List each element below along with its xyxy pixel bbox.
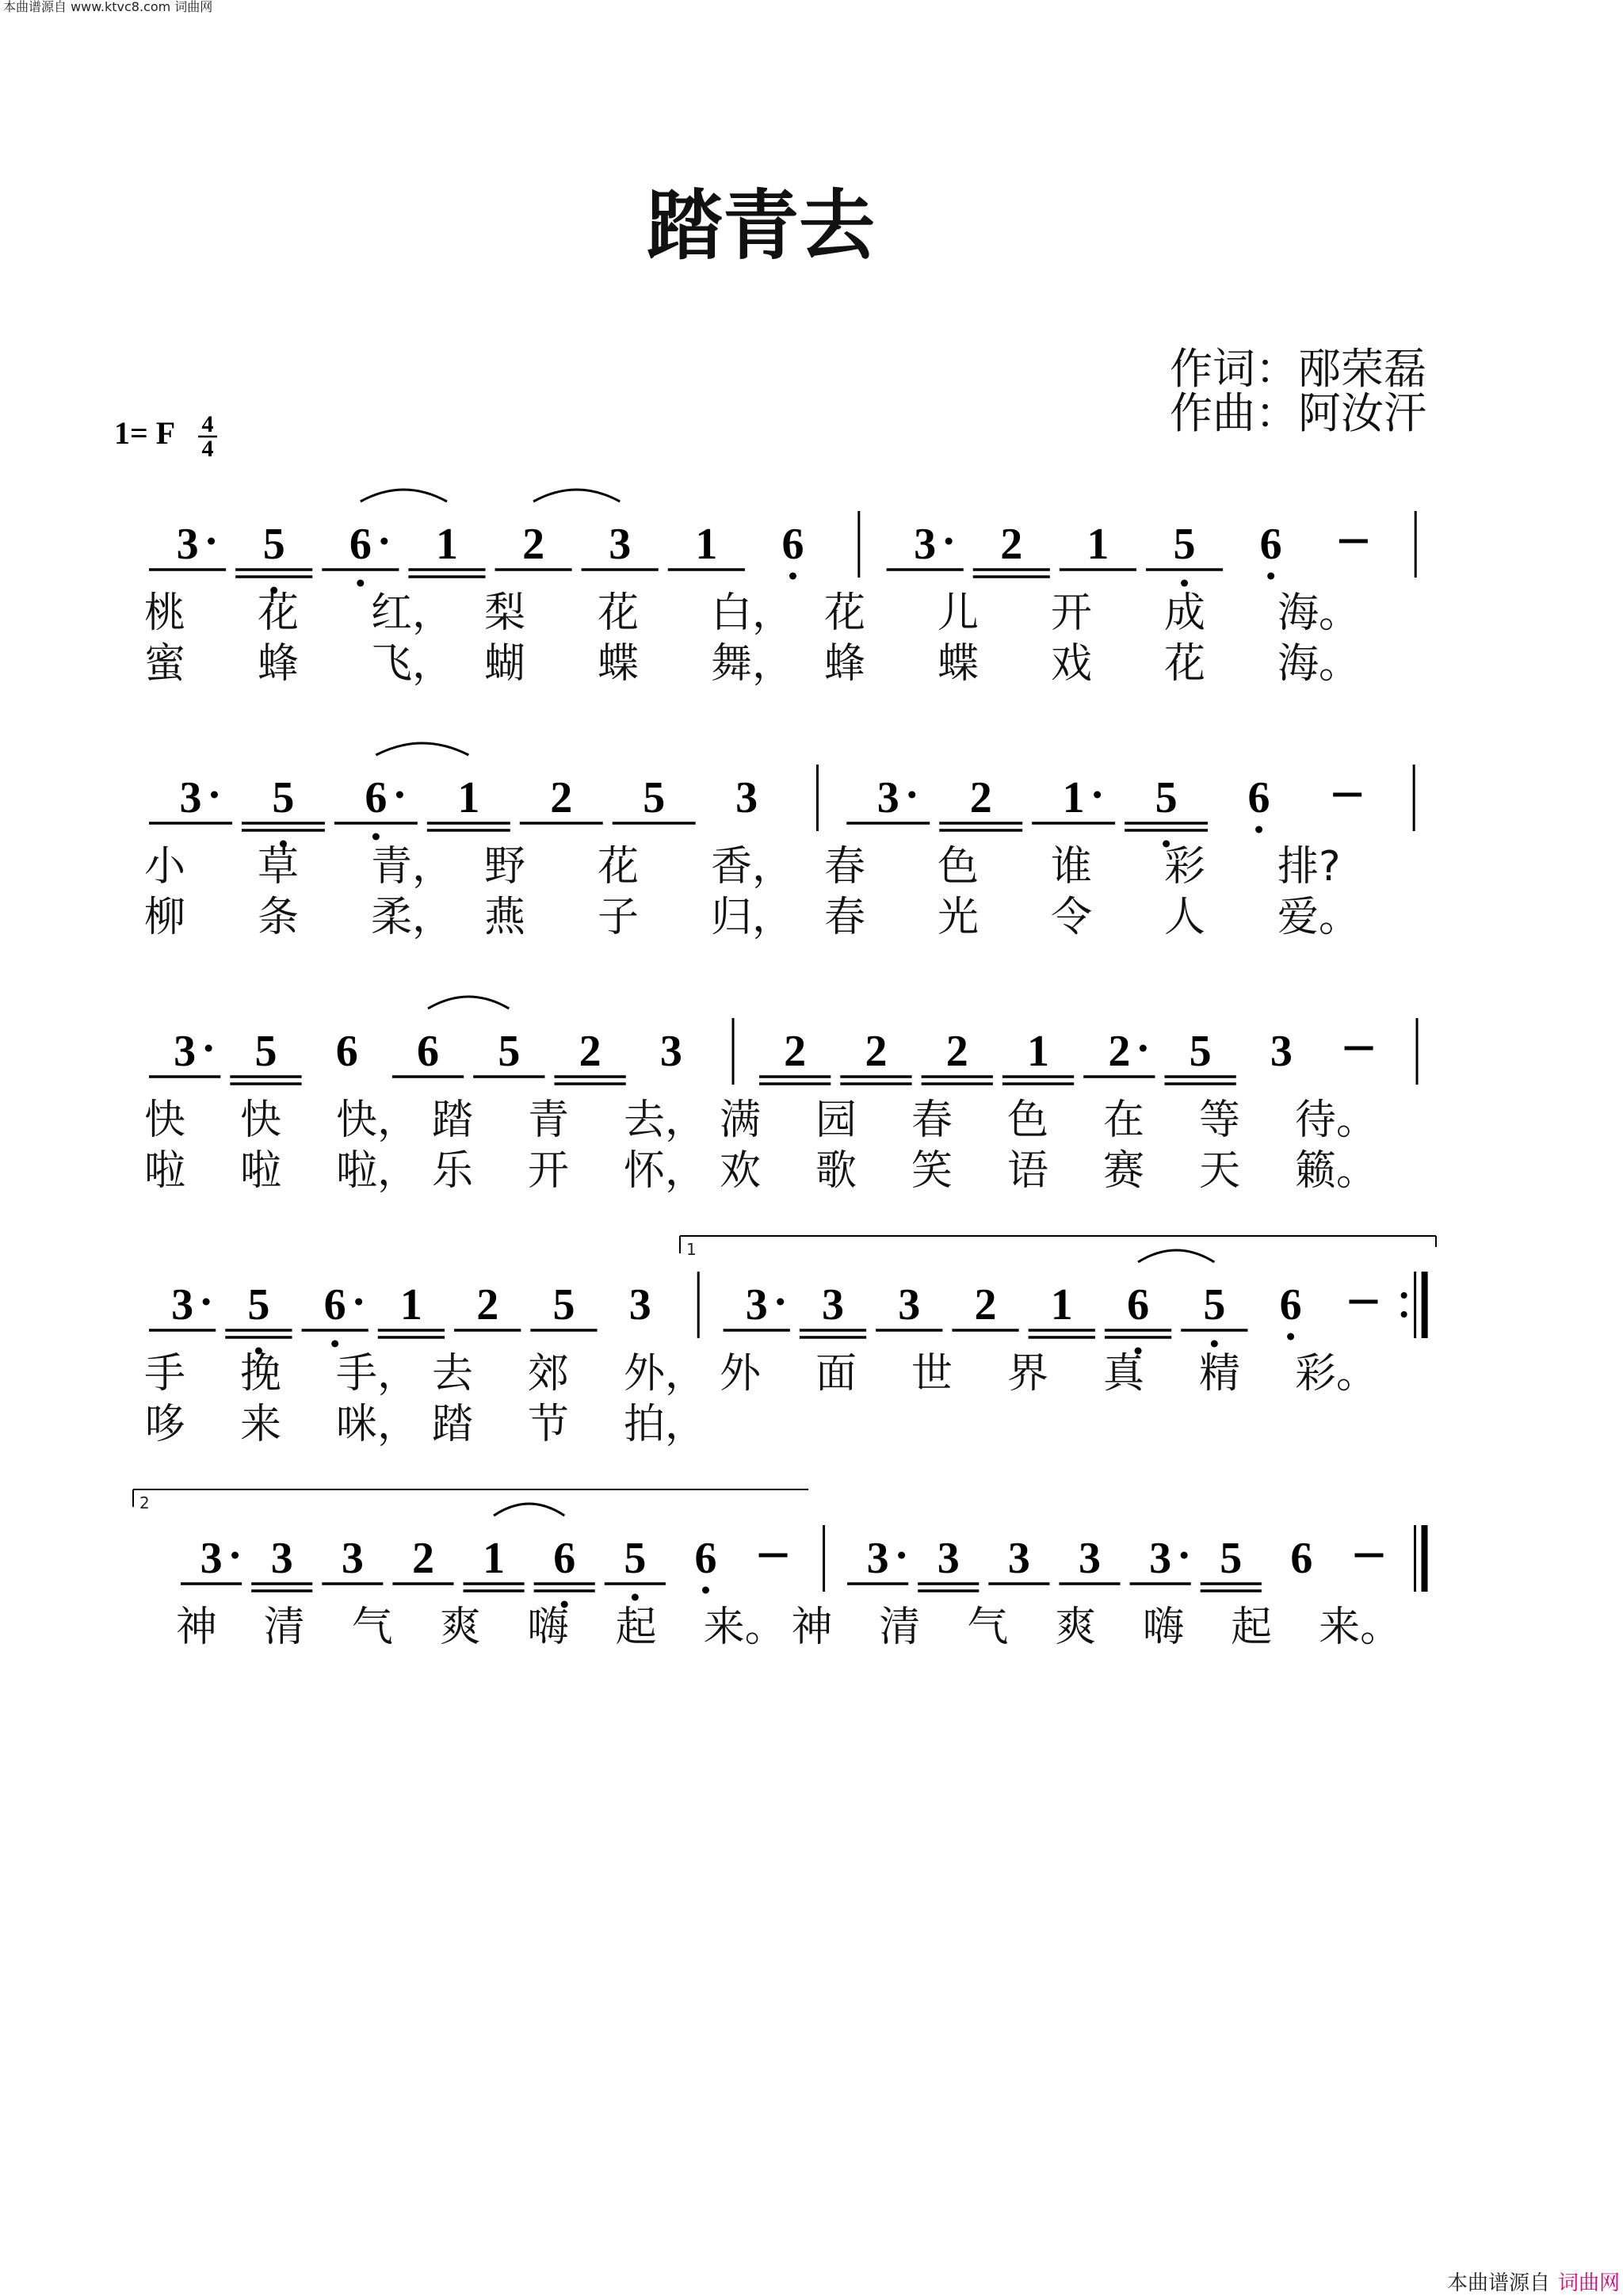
lyric-syllable: 外	[720, 1350, 762, 1398]
lyric-syllable: 色	[938, 843, 980, 891]
note-digit: 3	[659, 1027, 682, 1076]
footer-site-name: 词曲网	[1558, 2271, 1621, 2295]
lower-octave-dot	[1255, 826, 1262, 833]
lyric-syllable: 花	[1164, 640, 1206, 688]
tie-slur	[1138, 1250, 1214, 1262]
lyric-syllable: 成	[1164, 589, 1206, 637]
lyric-syllable: 红，	[371, 589, 454, 637]
composer-credit: 作曲：阿汝汗	[1170, 388, 1426, 438]
note-digit: 2	[411, 1534, 434, 1583]
lyric-syllable: 青，	[371, 843, 454, 891]
source-watermark-top: 本曲谱源自 www.ktvc8.com 词曲网	[3, 0, 213, 14]
lyric-syllable: 来。	[703, 1604, 786, 1651]
lyric-syllable: 花	[598, 589, 640, 637]
lyric-syllable: 柳	[144, 894, 186, 941]
note-digit: 2	[1108, 1027, 1131, 1076]
lower-octave-dot	[357, 580, 364, 587]
lower-octave-dot	[1267, 573, 1274, 580]
lyric-syllable: 草	[258, 843, 300, 891]
duration-dot	[355, 1299, 362, 1306]
lyric-syllable: 小	[144, 843, 186, 891]
note-digit: 1	[435, 520, 458, 569]
note-digit: 3	[898, 1280, 921, 1329]
note-digit: 3	[937, 1534, 960, 1583]
note-digit: 6	[553, 1534, 576, 1583]
note-digit: 3	[609, 520, 632, 569]
note-digit: 3	[822, 1280, 845, 1329]
duration-dot	[231, 1552, 239, 1559]
lower-octave-dot	[1211, 1341, 1218, 1348]
lyric-syllable: 神	[791, 1604, 833, 1651]
note-digit: 3	[270, 1534, 293, 1583]
lyric-syllable: 花	[258, 589, 300, 637]
note-digit: 6	[365, 773, 388, 822]
note-digit: 6	[1259, 520, 1282, 569]
note-digit: 3	[1079, 1534, 1102, 1583]
note-digit: 5	[1173, 520, 1196, 569]
note-digit: 6	[1247, 773, 1270, 822]
lyric-syllable: 春	[824, 894, 866, 941]
time-signature-bottom: 4	[201, 436, 214, 462]
note-digit: 1	[1086, 520, 1109, 569]
lyric-syllable: 快，	[336, 1097, 419, 1144]
lyric-syllable: 园	[815, 1097, 857, 1144]
note-digit: 5	[498, 1027, 521, 1076]
lyric-syllable: 乐	[432, 1147, 474, 1195]
note-digit: 1	[1027, 1027, 1050, 1076]
lyric-syllable: 歌	[815, 1147, 857, 1195]
note-digit: 5	[624, 1534, 647, 1583]
note-digit: 6	[781, 520, 804, 569]
note-digit: 6	[335, 1027, 358, 1076]
note-digit: 3	[171, 1280, 194, 1329]
lyric-syllable: 爱。	[1277, 894, 1361, 941]
lyric-syllable: 世	[911, 1350, 953, 1398]
lyric-syllable: 外，	[624, 1350, 707, 1398]
note-digit: 3	[866, 1534, 889, 1583]
duration-dot	[211, 791, 218, 799]
lyric-syllable: 蜜	[144, 640, 186, 688]
lyric-syllable: 彩。	[1295, 1350, 1378, 1398]
lyric-syllable: 光	[938, 894, 980, 941]
note-digit: 6	[1279, 1280, 1302, 1329]
lyric-syllable: 条	[258, 894, 300, 941]
lower-octave-dot	[789, 573, 796, 580]
note-digit: 2	[974, 1280, 997, 1329]
lyric-syllable: 青	[528, 1097, 570, 1144]
time-signature-top: 4	[201, 411, 214, 437]
lyric-syllable: 待。	[1295, 1097, 1378, 1144]
duration-dot	[396, 791, 403, 799]
song-title: 踏青去	[647, 181, 875, 270]
lyric-syllable: 挽	[240, 1350, 282, 1398]
lyric-syllable: 嗨	[1143, 1604, 1185, 1651]
note-digit: 1	[1050, 1280, 1073, 1329]
note-digit: 1	[1062, 773, 1085, 822]
note-digit: 5	[552, 1280, 575, 1329]
lower-octave-dot	[702, 1587, 709, 1594]
lyric-syllable: 等	[1199, 1097, 1241, 1144]
note-digit: 5	[1203, 1280, 1226, 1329]
note-digit: 1	[483, 1534, 506, 1583]
lyric-syllable: 蝶	[598, 640, 640, 688]
lyric-syllable: 清	[879, 1604, 921, 1651]
lyric-syllable: 飞，	[371, 640, 454, 688]
note-digit: 6	[1290, 1534, 1313, 1583]
lyric-syllable: 谁	[1051, 843, 1093, 891]
lyric-syllable: 蜂	[258, 640, 300, 688]
note-digit: 6	[349, 520, 372, 569]
lyric-syllable: 开	[1051, 589, 1093, 637]
tie-slur	[361, 490, 447, 502]
lyric-syllable: 踏	[432, 1401, 474, 1448]
duration-dot	[898, 1552, 905, 1559]
note-digit: 3	[1007, 1534, 1030, 1583]
lyric-syllable: 天	[1199, 1147, 1241, 1195]
lyric-syllable: 花	[824, 589, 866, 637]
lyric-syllable: 燕	[484, 894, 526, 941]
note-digit: 5	[1189, 1027, 1212, 1076]
lyric-syllable: 精	[1199, 1350, 1241, 1398]
key-signature: 1= F	[114, 415, 176, 451]
note-digit: 5	[643, 773, 666, 822]
repeat-dot	[1401, 1311, 1407, 1318]
score-body	[133, 490, 1436, 1651]
note-digit: 5	[262, 520, 285, 569]
lyric-syllable: 界	[1007, 1350, 1049, 1398]
note-digit: 2	[945, 1027, 968, 1076]
note-digit: 3	[876, 773, 899, 822]
note-digit: 3	[200, 1534, 223, 1583]
lyric-syllable: 柔，	[371, 894, 454, 941]
note-digit: 3	[341, 1534, 364, 1583]
lyric-syllable: 啦，	[336, 1147, 419, 1195]
lyric-syllable: 满	[720, 1097, 762, 1144]
lyric-syllable: 哆	[144, 1401, 186, 1448]
lyric-syllable: 手，	[336, 1350, 419, 1398]
lyric-syllable: 去	[432, 1350, 474, 1398]
lyric-syllable: 起	[1231, 1604, 1273, 1651]
note-digit: 5	[254, 1027, 277, 1076]
lyric-syllable: 神	[176, 1604, 218, 1651]
duration-dot	[777, 1299, 784, 1306]
tie-slur	[376, 743, 468, 755]
note-digit: 2	[865, 1027, 888, 1076]
lyric-syllable: 郊	[528, 1350, 570, 1398]
tie-slur	[494, 1504, 564, 1516]
note-digit: 6	[417, 1027, 440, 1076]
lyric-syllable: 梨	[484, 589, 526, 637]
lyric-syllable: 啦	[240, 1147, 282, 1195]
note-digit: 1	[399, 1280, 422, 1329]
lyric-syllable: 蝶	[938, 640, 980, 688]
lyric-syllable: 快	[144, 1097, 186, 1144]
tie-slur	[533, 490, 620, 502]
lyric-syllable: 色	[1007, 1097, 1049, 1144]
lyric-syllable: 归，	[711, 894, 794, 941]
lyric-syllable: 桃	[144, 589, 186, 637]
note-digit: 2	[476, 1280, 499, 1329]
note-digit: 2	[522, 520, 545, 569]
note-digit: 3	[745, 1280, 768, 1329]
note-digit: 3	[179, 773, 202, 822]
lyric-syllable: 起	[615, 1604, 657, 1651]
lyric-syllable: 舞，	[711, 640, 794, 688]
lyric-syllable: 赛	[1103, 1147, 1145, 1195]
note-digit: 3	[1270, 1027, 1293, 1076]
tie-slur	[428, 997, 509, 1009]
note-digit: 2	[784, 1027, 807, 1076]
lyric-syllable: 嗨	[527, 1604, 569, 1651]
volta-label: 1	[686, 1240, 697, 1259]
lyric-syllable: 踏	[432, 1097, 474, 1144]
lower-octave-dot	[632, 1594, 639, 1601]
duration-dot	[380, 538, 388, 545]
note-digit: 1	[695, 520, 718, 569]
lyric-syllable: 笑	[911, 1147, 953, 1195]
duration-dot	[203, 1299, 210, 1306]
lyric-syllable: 来。	[1319, 1604, 1402, 1651]
lyric-syllable: 子	[598, 894, 640, 941]
lyric-syllable: 爽	[439, 1604, 481, 1651]
lyric-syllable: 气	[351, 1604, 393, 1651]
lyric-syllable: 野	[484, 843, 526, 891]
lyric-syllable: 白，	[711, 589, 794, 637]
duration-dot	[208, 538, 215, 545]
duration-dot	[1140, 1045, 1147, 1052]
lyric-syllable: 面	[815, 1350, 857, 1398]
lyric-syllable: 开	[528, 1147, 570, 1195]
note-digit: 6	[1127, 1280, 1150, 1329]
lyric-syllable: 人	[1164, 894, 1206, 941]
lyric-syllable: 排?	[1277, 843, 1341, 891]
note-digit: 5	[272, 773, 295, 822]
lyric-syllable: 蝴	[484, 640, 526, 688]
lyric-syllable: 爽	[1055, 1604, 1097, 1651]
lyric-syllable: 儿	[938, 589, 980, 637]
lyric-syllable: 春	[911, 1097, 953, 1144]
duration-dot	[1181, 1552, 1188, 1559]
note-digit: 2	[579, 1027, 601, 1076]
repeat-dot	[1401, 1292, 1407, 1299]
lyric-syllable: 去，	[624, 1097, 707, 1144]
footer-source-text: 本曲谱源自	[1447, 2271, 1551, 2295]
note-digit: 1	[457, 773, 480, 822]
lyric-syllable: 香，	[711, 843, 794, 891]
duration-dot	[205, 1045, 212, 1052]
lyric-syllable: 蜂	[824, 640, 866, 688]
lyric-syllable: 真	[1103, 1350, 1145, 1398]
lyric-syllable: 气	[967, 1604, 1009, 1651]
note-digit: 5	[1155, 773, 1178, 822]
lyricist-credit: 作词：邴荣磊	[1170, 344, 1426, 394]
lyric-syllable: 拍，	[624, 1401, 707, 1448]
lyric-syllable: 花	[598, 843, 640, 891]
note-digit: 2	[550, 773, 573, 822]
lyric-syllable: 彩	[1164, 843, 1206, 891]
lower-octave-dot	[1287, 1333, 1294, 1341]
note-digit: 5	[247, 1280, 270, 1329]
note-digit: 3	[914, 520, 937, 569]
note-digit: 2	[1000, 520, 1023, 569]
lyric-syllable: 海。	[1277, 589, 1361, 637]
lyric-syllable: 欢	[720, 1147, 762, 1195]
note-digit: 3	[628, 1280, 651, 1329]
lyric-syllable: 在	[1103, 1097, 1145, 1144]
lyric-syllable: 节	[528, 1401, 570, 1448]
volta-label: 2	[139, 1493, 150, 1512]
lyric-syllable: 令	[1051, 894, 1093, 941]
lyric-syllable: 语	[1007, 1147, 1049, 1195]
note-digit: 5	[1220, 1534, 1243, 1583]
duration-dot	[908, 791, 915, 799]
duration-dot	[945, 538, 953, 545]
lyric-syllable: 籁。	[1295, 1147, 1378, 1195]
note-digit: 2	[969, 773, 992, 822]
lyric-syllable: 清	[263, 1604, 305, 1651]
lyric-syllable: 怀，	[624, 1147, 707, 1195]
lower-octave-dot	[1181, 580, 1188, 587]
note-digit: 6	[323, 1280, 346, 1329]
lyric-syllable: 海。	[1277, 640, 1361, 688]
duration-dot	[1094, 791, 1101, 799]
lower-octave-dot	[331, 1341, 338, 1348]
lyric-syllable: 啦	[144, 1147, 186, 1195]
lyric-syllable: 手	[144, 1350, 186, 1398]
lyric-syllable: 戏	[1051, 640, 1093, 688]
lyric-syllable: 春	[824, 843, 866, 891]
lyric-syllable: 咪，	[336, 1401, 419, 1448]
lyric-syllable: 来	[240, 1401, 282, 1448]
note-digit: 3	[176, 520, 199, 569]
lyric-syllable: 快	[240, 1097, 282, 1144]
note-digit: 3	[735, 773, 758, 822]
note-digit: 3	[1149, 1534, 1172, 1583]
note-digit: 6	[694, 1534, 717, 1583]
note-digit: 3	[174, 1027, 197, 1076]
lower-octave-dot	[372, 833, 380, 841]
